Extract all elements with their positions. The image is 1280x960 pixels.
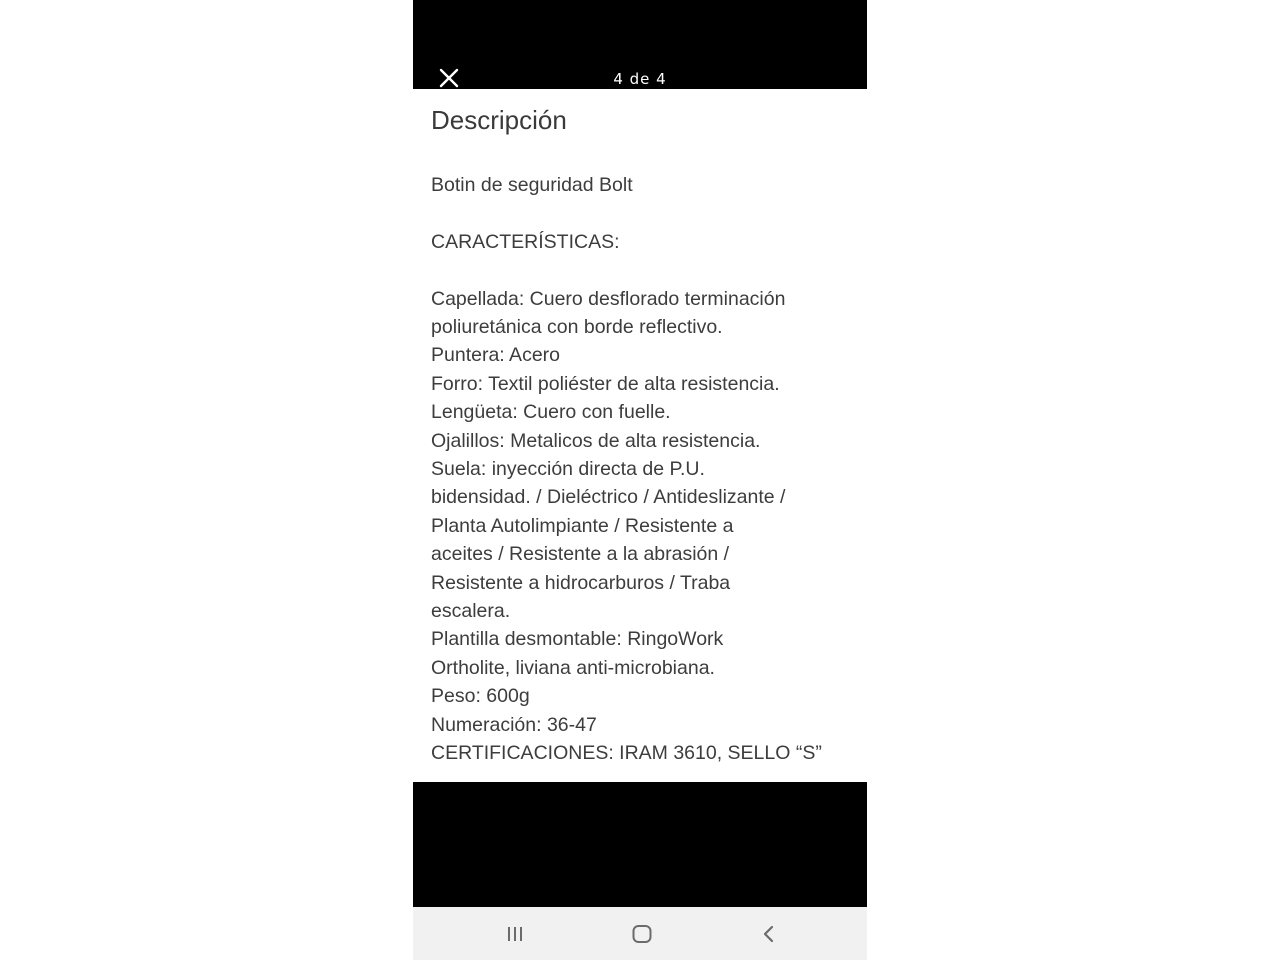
description-line: Forro: Textil poliéster de alta resistencia. xyxy=(431,372,780,395)
back-icon xyxy=(761,924,777,944)
viewer-top-bar xyxy=(413,0,867,89)
description-line: aceites / Resistente a la abrasión / xyxy=(431,543,730,566)
description-line: Plantilla desmontable: RingoWork xyxy=(431,628,724,651)
system-navigation-bar xyxy=(413,907,867,960)
recents-icon xyxy=(505,925,525,943)
description-line: CERTIFICACIONES: IRAM 3610, SELLO “S” xyxy=(431,742,822,765)
recents-button[interactable] xyxy=(500,919,530,949)
product-name: Botin de seguridad Bolt xyxy=(431,174,633,196)
home-icon xyxy=(631,923,653,945)
description-panel xyxy=(413,89,867,782)
description-body xyxy=(431,171,859,768)
description-line: bidensidad. / Dieléctrico / Antideslizante / xyxy=(431,486,786,509)
description-line: Ojalillos: Metalicos de alta resistencia. xyxy=(431,429,761,452)
description-title: Descripción xyxy=(431,105,567,135)
description-line: escalera. xyxy=(431,600,511,623)
image-counter: 4 de 4 xyxy=(613,70,667,88)
phone-screen xyxy=(413,0,867,960)
description-line: Capellada: Cuero desflorado terminación xyxy=(431,287,786,310)
description-line: Resistente a hidrocarburos / Traba xyxy=(431,571,731,594)
description-line: Puntera: Acero xyxy=(431,344,560,367)
spacer xyxy=(431,256,859,284)
description-line: Planta Autolimpiante / Resistente a xyxy=(431,514,734,537)
viewer-bottom-area xyxy=(413,782,867,907)
home-button[interactable] xyxy=(627,919,657,949)
description-line: Numeración: 36-47 xyxy=(431,713,597,736)
section-heading: CARACTERÍSTICAS: xyxy=(431,230,620,253)
description-line: Peso: 600g xyxy=(431,685,530,708)
description-line: poliuretánica con borde reflectivo. xyxy=(431,316,723,338)
description-line: Suela: inyección directa de P.U. xyxy=(431,458,705,481)
spacer xyxy=(431,199,859,227)
description-line: Ortholite, liviana anti-microbiana. xyxy=(431,656,715,679)
back-button[interactable] xyxy=(754,919,784,949)
description-line: Lengüeta: Cuero con fuelle. xyxy=(431,401,671,424)
